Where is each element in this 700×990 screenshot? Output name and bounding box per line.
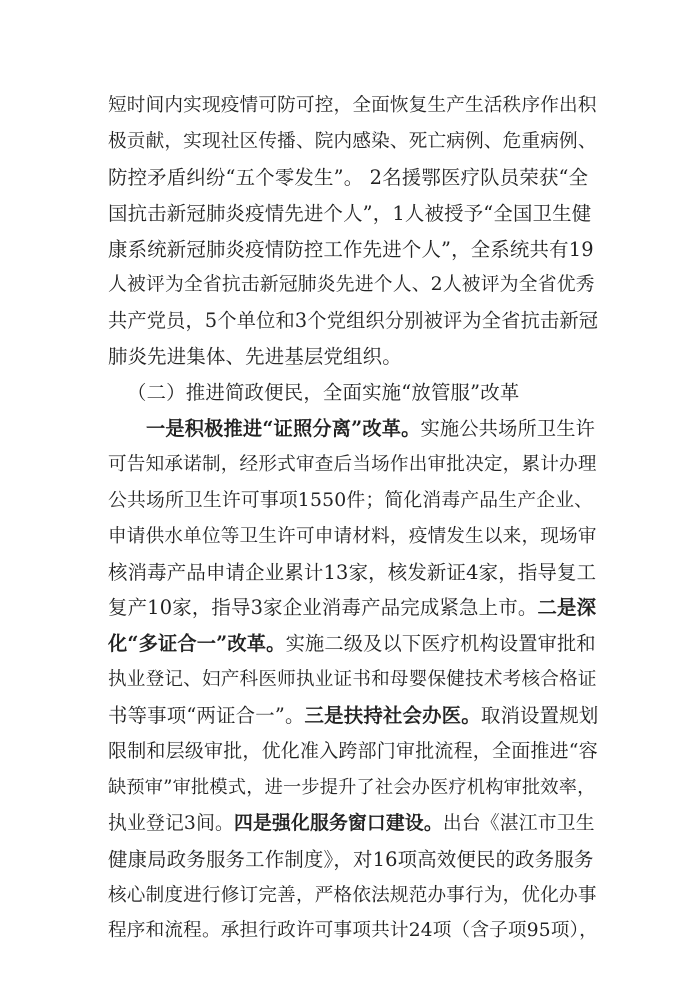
text-line: 人被评为全省抗击新冠肺炎先进个人、2人被评为全省优秀 bbox=[108, 274, 595, 296]
text-line: 短时间内实现疫情可防可控，全面恢复生产生活秩序作出积 bbox=[108, 95, 597, 116]
text-line: 极贡献，实现社区传播、院内感染、死亡病例、危重病例、 bbox=[108, 130, 597, 152]
section-heading: （二）推进简政便民，全面实施“放管服”改革 bbox=[127, 381, 520, 405]
text-line: 国抗击新冠肺炎疫情先进个人”，1人被授予“全国卫生健 bbox=[108, 201, 592, 225]
text-line: 可告知承诺制，经形式审查后当场作出审批决定，累计办理 bbox=[108, 453, 597, 475]
text-line: 执业登记、妇产科医师执业证书和母婴保健技术考核合格证 bbox=[108, 669, 597, 691]
text-line bbox=[108, 411, 598, 447]
text-span: 出台《湛江市卫生 bbox=[442, 812, 595, 834]
text-line: 核消毒产品申请企业累计13家，核发新证4家，指导复工 bbox=[108, 560, 597, 584]
text-span: 实施二级及以下医疗机构设置审批和 bbox=[285, 632, 596, 656]
text-line: 公共场所卫生许可事项1550件；简化消毒产品生产企业、 bbox=[108, 489, 594, 511]
text-line: 共产党员，5个单位和3个党组织分别被评为全省抗击新冠 bbox=[108, 309, 599, 333]
bold-point-4: 四是强化服务窗口建设。 bbox=[234, 811, 443, 834]
paragraph-reform bbox=[108, 411, 598, 949]
text-line: 核心制度进行修订完善，严格依法规范办事行为，优化办事 bbox=[108, 884, 597, 906]
text-line: 程序和流程。承担行政许可事项共计24项（含子项95项）， bbox=[108, 920, 598, 942]
text-line bbox=[108, 590, 598, 626]
text-line: 肺炎先进集体、先进基层党组织。 bbox=[108, 345, 402, 369]
text-span: 取消设置规划 bbox=[480, 704, 599, 728]
text-line bbox=[108, 806, 598, 842]
bold-point-2-start: 二是深 bbox=[537, 596, 597, 620]
text-line bbox=[108, 626, 598, 662]
text-line: 申请供水单位等卫生许可申请材料，疫情发生以来，现场审 bbox=[108, 525, 597, 547]
bold-point-1: 一是积极推进“证照分离”改革。 bbox=[146, 417, 421, 441]
text-line: 防控矛盾纠纷“五个零发生”。 2名援鄂医疗队员荣获“全 bbox=[108, 165, 589, 189]
bold-point-3: 三是扶持社会办医。 bbox=[304, 704, 481, 728]
bold-point-2-end: 化“多证合一”改革。 bbox=[108, 632, 286, 656]
paragraph-epidemic-achievements bbox=[108, 88, 598, 375]
text-span: 实施公共场所卫生许 bbox=[420, 417, 596, 441]
text-span: 执业登记3间。 bbox=[108, 812, 235, 834]
text-span: 复产10家，指导3家企业消毒产品完成紧急上市。 bbox=[108, 596, 538, 620]
text-line: 康系统新冠肺炎疫情防控工作先进个人”，全系统共有19 bbox=[108, 237, 594, 261]
text-line: 缺预审”审批模式，进一步提升了社会办医疗机构审批效率， bbox=[108, 776, 596, 798]
text-line bbox=[108, 698, 598, 734]
document-page bbox=[108, 88, 598, 949]
text-line: 健康局政务服务工作制度》，对16项高效便民的政务服务 bbox=[108, 847, 594, 871]
text-line: 限制和层级审批，优化准入跨部门审批流程，全面推进“容 bbox=[108, 740, 598, 763]
text-span: 书等事项“两证合一”。 bbox=[108, 704, 305, 728]
